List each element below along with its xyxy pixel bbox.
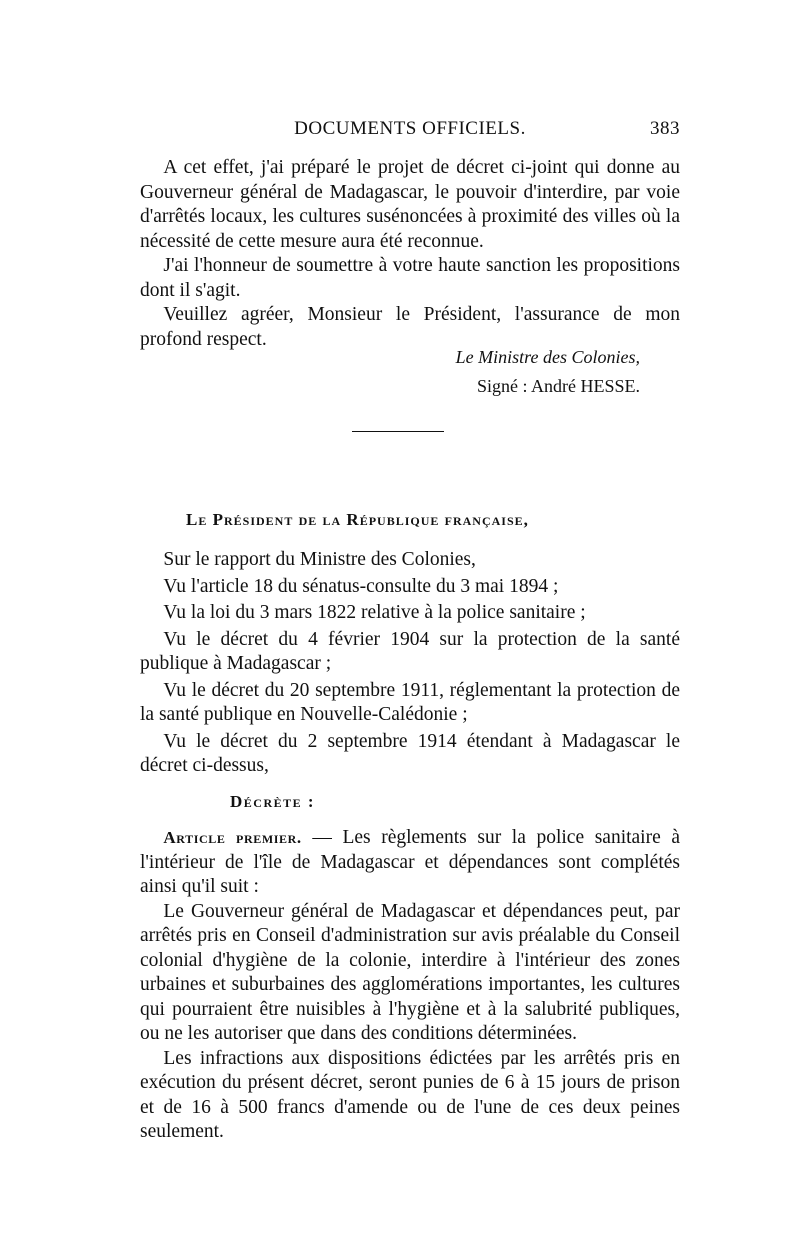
article-1 [140, 826, 680, 900]
preamble-paragraph-2: J'ai l'honneur de soumettre à votre haute sanction les propositions dont il s'agit. [140, 255, 680, 301]
article-paragraph-2: Le Gouverneur général de Madagascar et dépendances peut, par arrêtés pris en Conseil d'administration sur avis préalable du Conseil colonial d'hygiène de la colonie, interdire à l'intérieur des zones urbaines et suburbaines des agglomérations importantes, les cultures qui pourraient être nuisibles à l'hygiène et à la salubrité publiques, ou ne les autoriser que dans des conditions déterminées. [140, 900, 680, 1044]
section-divider [352, 431, 444, 432]
visa-item: Vu le décret du 4 février 1904 sur la protection de la santé publique à Madagascar ; [140, 628, 680, 674]
visa-item: Sur le rapport du Ministre des Colonies, [163, 549, 476, 570]
visa-item: Vu la loi du 3 mars 1822 relative à la police sanitaire ; [163, 602, 586, 623]
decree-heading: Le Président de la République française, [186, 510, 529, 529]
preamble [140, 156, 680, 352]
decree-visas [140, 548, 680, 781]
article-text: — Les règlements sur la police sanitaire à l'intérieur de l'île de Madagascar et dépendances sont complétés ainsi qu'il suit : [140, 827, 681, 897]
page-number: 383 [650, 118, 680, 139]
decree-articles [140, 826, 680, 1145]
preamble-paragraph-1: A cet effet, j'ai préparé le projet de décret ci-joint qui donne au Gouverneur général de Madagascar, le pouvoir d'interdire, par voie d'arrêtés locaux, les cultures susénoncées à proximité des villes où la nécessité de cette mesure aura été reconnue. [140, 157, 680, 252]
visa-item: Vu le décret du 2 septembre 1914 étendant à Madagascar le décret ci-dessus, [140, 730, 680, 776]
visa-item: Vu l'article 18 du sénatus-consulte du 3 mai 1894 ; [163, 575, 559, 597]
running-head-title: DOCUMENTS OFFICIELS. [294, 118, 526, 139]
preamble-paragraph-3: Veuillez agréer, Monsieur le Président, l'assurance de mon profond respect. [140, 304, 680, 350]
signature-title: Le Ministre des Colonies, [455, 347, 640, 367]
article-label: Article premier. [163, 828, 302, 847]
signature-name: Signé : André HESSE. [476, 376, 640, 396]
visa-item: Vu le décret du 20 septembre 1911, réglementant la protection de la santé publique en Nouvelle-Calédonie ; [140, 679, 680, 725]
running-head [140, 118, 680, 146]
decrete-label: Décrète : [230, 792, 316, 811]
article-paragraph-3: Les infractions aux dispositions édictées par les arrêtés pris en exécution du présent décret, seront punies de 6 à 15 jours de prison et de 16 à 500 francs d'amende ou de l'une de ces deux peines seulement. [140, 1047, 680, 1142]
